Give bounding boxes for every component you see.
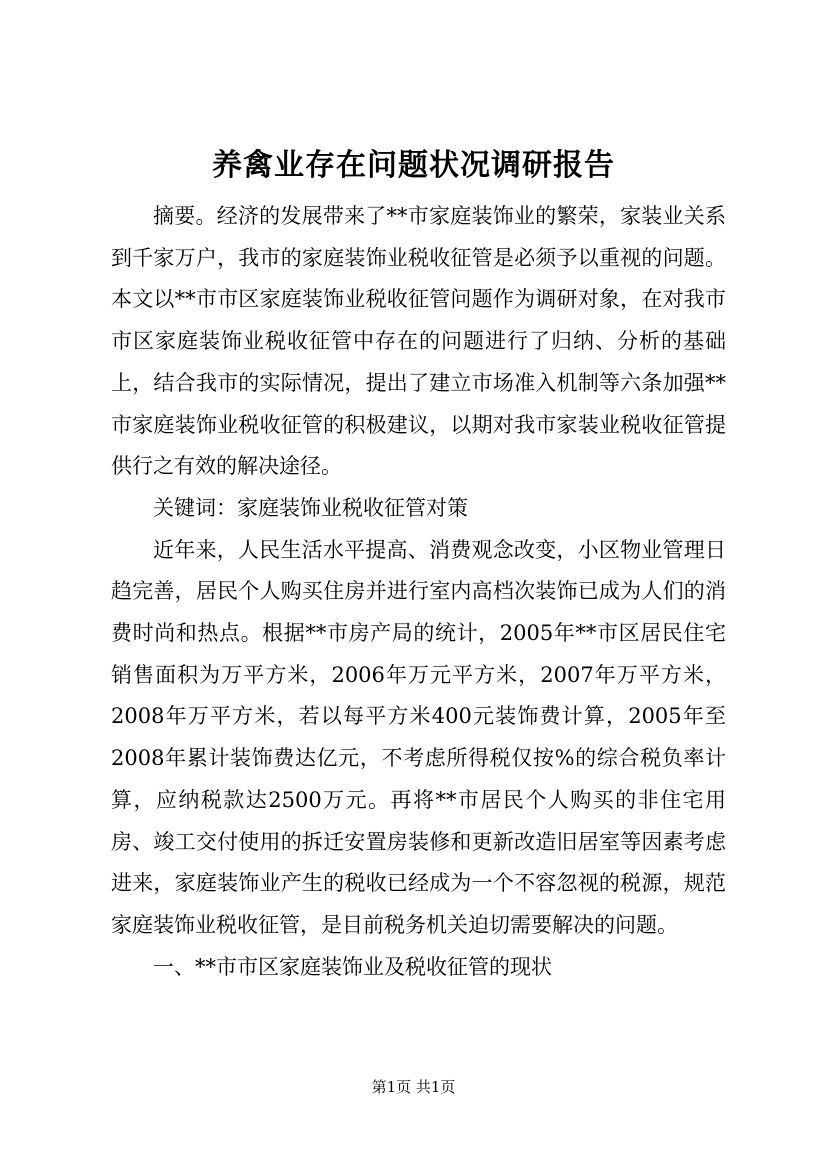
keywords-line: 关键词：家庭装饰业税收征管对策	[153, 495, 468, 520]
page-footer	[0, 1076, 827, 1098]
body-paragraph: 近年来，人民生活水平提高、消费观念改变，小区物业管理日趋完善，居民个人购买住房并进行室内高档次装饰已成为人们的消费时尚和热点。根据**市房产局的统计，2005年**市区居民住宅销售面积为万平方米，2006年万元平方米，2007年万平方米，2008年万平方米，若以每平方米400元装饰费计算，2005年至2008年累计装饰费达亿元，不考虑所得税仅按%的综合税负率计算，应纳税款达2500万元。再将**市居民个人购买的非住宅用房、竣工交付使用的拆迁安置房装修和更新改造旧居室等因素考虑进来，家庭装饰业产生的税收已经成为一个不容忽视的税源，规范家庭装饰业税收征管，是目前税务机关迫切需要解决的问题。	[111, 537, 726, 937]
document-title: 养禽业存在问题状况调研报告	[212, 148, 615, 183]
page-number-label: 第1页 共1页	[371, 1078, 456, 1096]
document-body	[111, 196, 726, 988]
abstract-paragraph: 摘要。经济的发展带来了**市家庭装饰业的繁荣，家装业关系到千家万户，我市的家庭装饰业税收征管是必须予以重视的问题。本文以**市市区家庭装饰业税收征管问题作为调研对象，在对我市市区家庭装饰业税收征管中存在的问题进行了归纳、分析的基础上，结合我市的实际情况，提出了建立市场准入机制等六条加强**市家庭装饰业税收征管的积极建议，以期对我市家装业税收征管提供行之有效的解决途径。	[111, 204, 726, 479]
section-heading: 一、**市市区家庭装饰业及税收征管的现状	[153, 954, 552, 979]
